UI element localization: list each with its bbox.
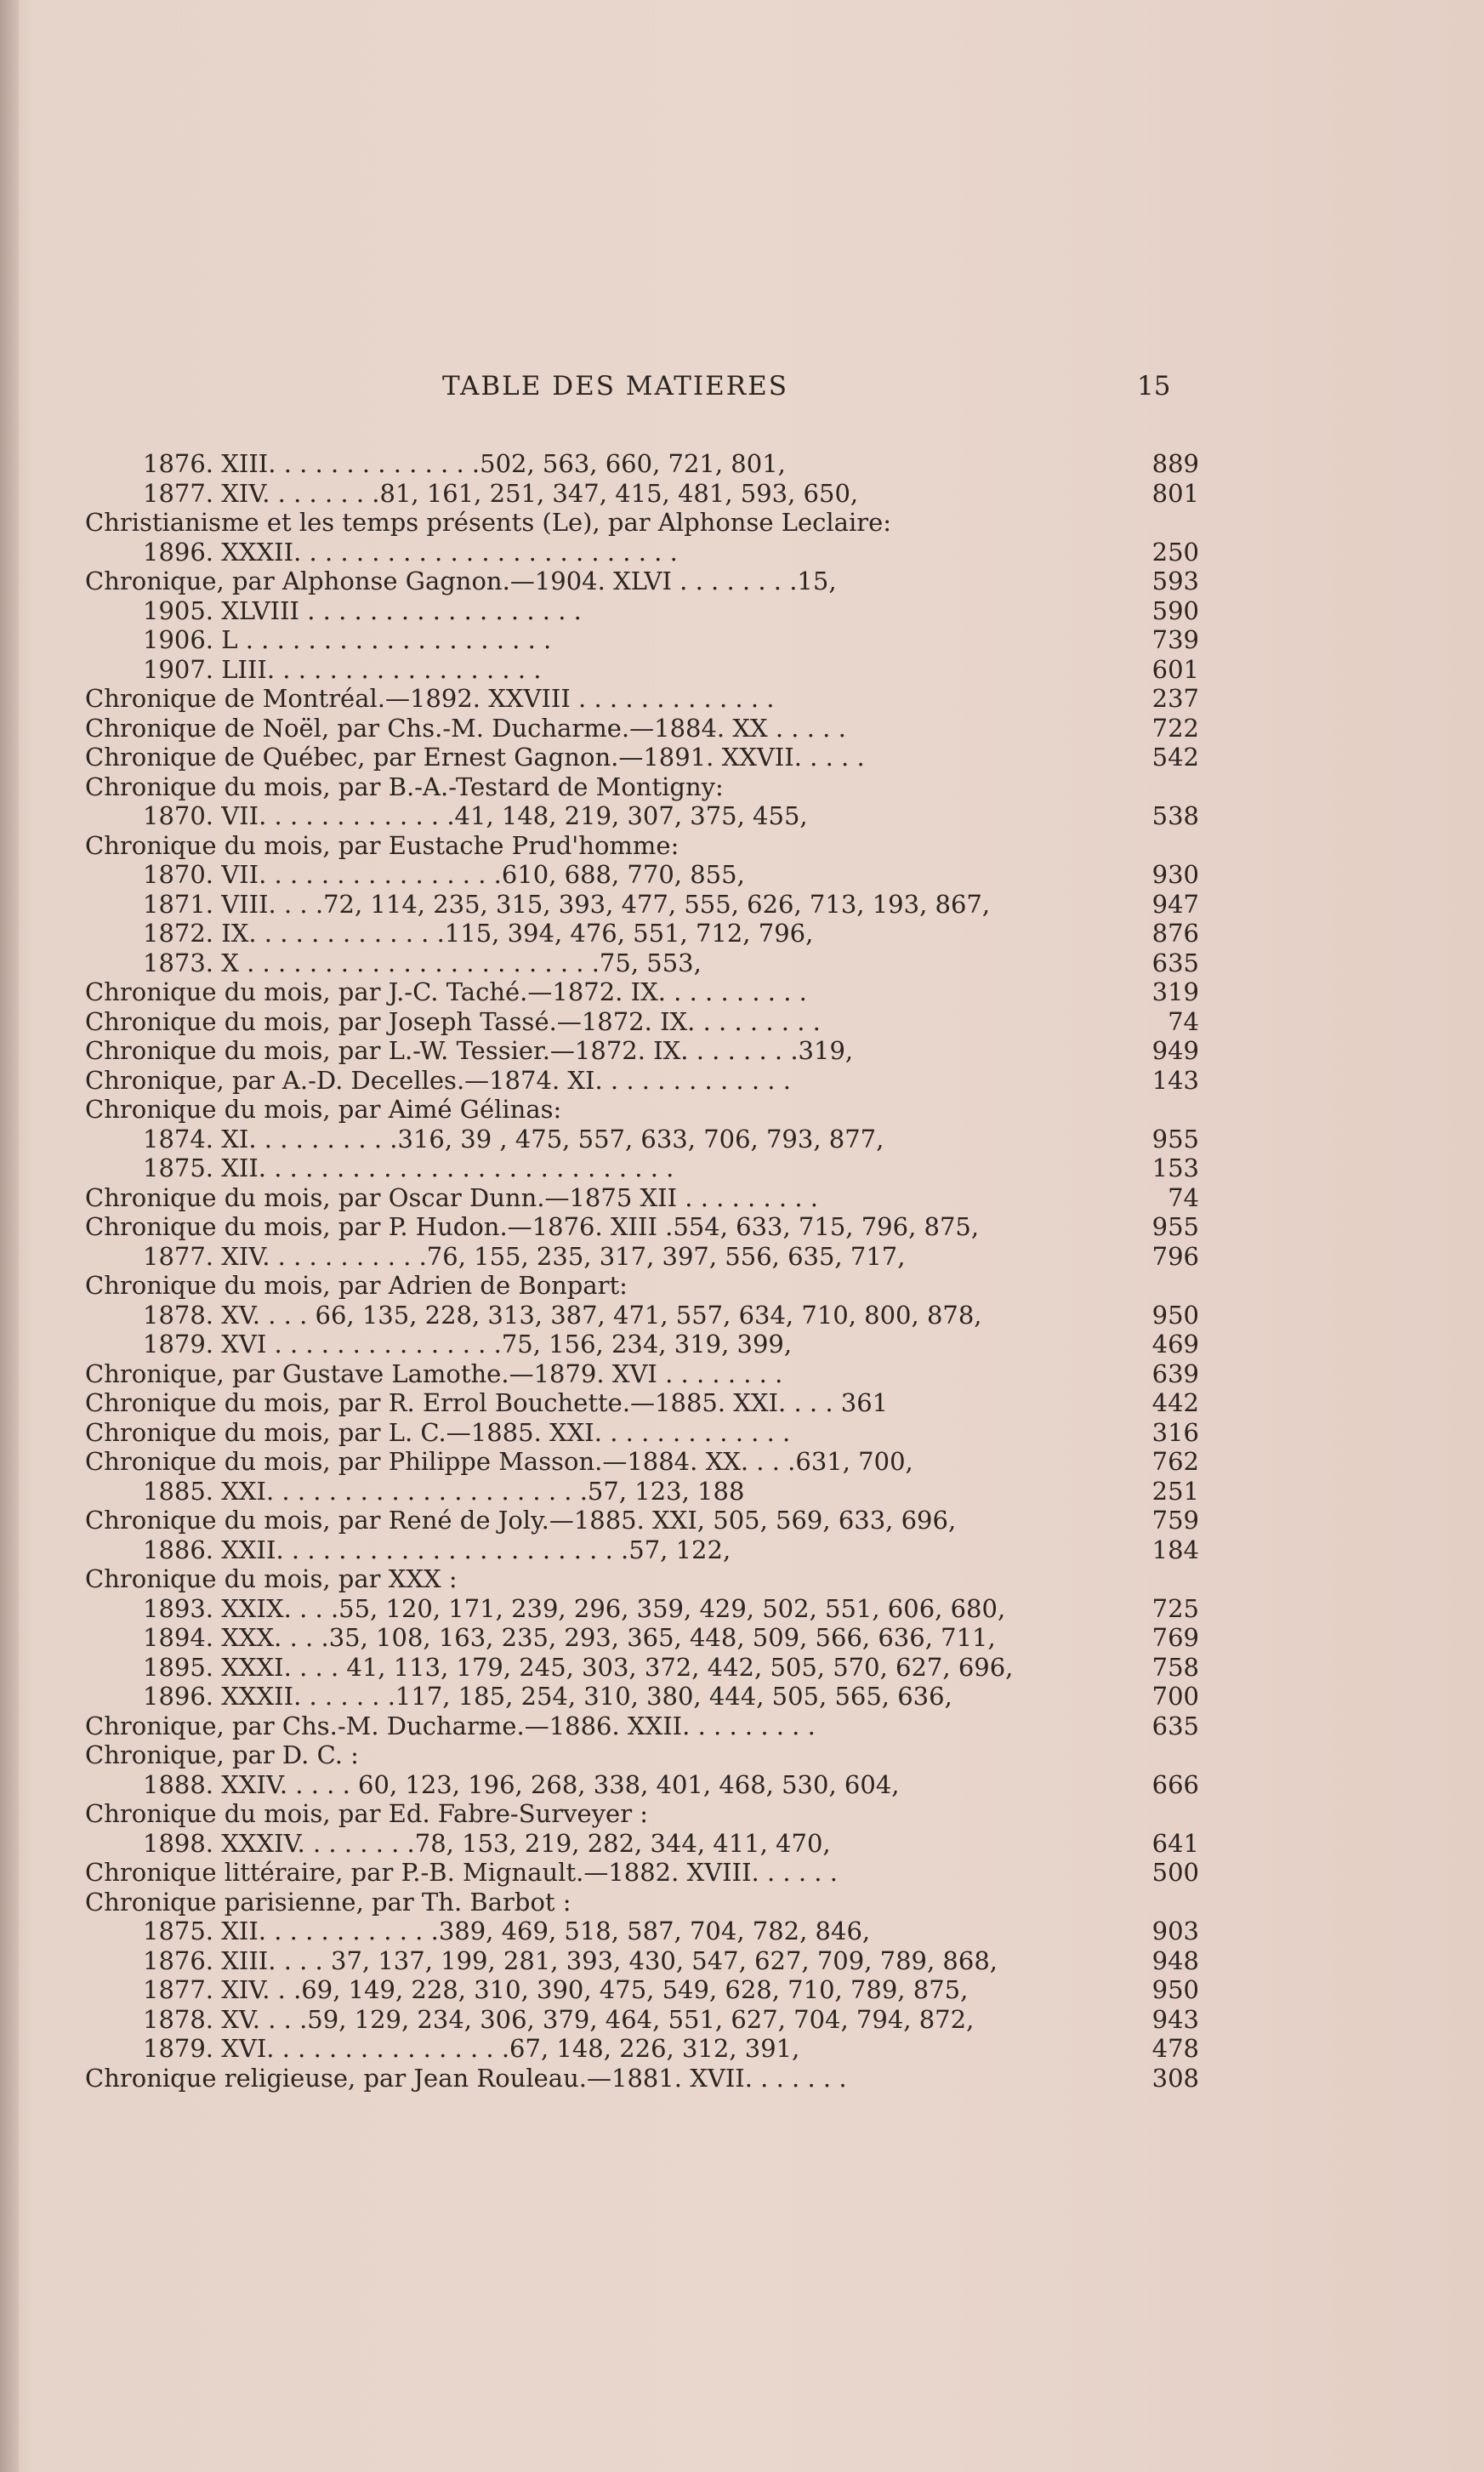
entry-page-ref: 955 bbox=[1151, 1124, 1199, 1153]
index-entry bbox=[85, 567, 1208, 596]
index-sub-entry bbox=[85, 948, 1208, 978]
entry-text: 1905. XLVIII . . . . . . . . . . . . . . . . . . bbox=[143, 595, 582, 625]
entry-page-ref: 949 bbox=[1151, 1036, 1199, 1065]
index-sub-entry bbox=[85, 1946, 1208, 1976]
index-entry bbox=[85, 1799, 1208, 1829]
page-spine-shadow bbox=[0, 0, 19, 2472]
index-entry bbox=[85, 1712, 1208, 1741]
entry-page-ref: 725 bbox=[1151, 1593, 1199, 1623]
entry-text: Chronique de Montréal.—1892. XXVIII . . . . . . . . . . . . . bbox=[85, 684, 775, 713]
index-sub-entry bbox=[85, 479, 1208, 509]
entry-text: 1888. XXIV. . . . . 60, 123, 196, 268, 338, 401, 468, 530, 604, bbox=[143, 1769, 900, 1799]
entry-text: 1885. XXI. . . . . . . . . . . . . . . . . . . . .57, 123, 188 bbox=[143, 1476, 745, 1506]
entry-text: 1874. XI. . . . . . . . . .316, 39 , 475, 557, 633, 706, 793, 877, bbox=[143, 1124, 884, 1153]
index-entry bbox=[85, 684, 1208, 714]
entry-text: 1872. IX. . . . . . . . . . . . .115, 394, 476, 551, 712, 796, bbox=[143, 919, 814, 948]
entry-text: Chronique du mois, par Ed. Fabre-Surveyer : bbox=[85, 1799, 649, 1828]
entry-page-ref: 739 bbox=[1151, 625, 1199, 654]
index-sub-entry bbox=[85, 1301, 1208, 1330]
index-entry bbox=[85, 1212, 1208, 1242]
entry-text: Chronique du mois, par L. C.—1885. XXI. . . . . . . . . . . . . bbox=[85, 1417, 791, 1447]
entry-text: 1894. XXX. . . .35, 108, 163, 235, 293, 365, 448, 509, 566, 636, 711, bbox=[143, 1623, 996, 1652]
entry-page-ref: 955 bbox=[1151, 1212, 1199, 1241]
entry-page-ref: 593 bbox=[1151, 567, 1199, 595]
entry-text: 1875. XII. . . . . . . . . . . . . . . . . . . . . . . . . . . bbox=[143, 1153, 674, 1182]
entry-text: 1870. VII. . . . . . . . . . . . . . . .610, 688, 770, 855, bbox=[143, 860, 745, 889]
entry-page-ref: 319 bbox=[1151, 977, 1199, 1006]
entry-text: Chronique littéraire, par P.-B. Mignault.—1882. XVIII. . . . . . bbox=[85, 1858, 838, 1887]
entry-text: Chronique du mois, par L.-W. Tessier.—1872. IX. . . . . . . .319, bbox=[85, 1036, 854, 1065]
index-entry bbox=[85, 1066, 1208, 1096]
entry-text: 1878. XV. . . . 66, 135, 228, 313, 387, 471, 557, 634, 710, 800, 878, bbox=[143, 1300, 982, 1330]
entry-page-ref: 143 bbox=[1151, 1065, 1199, 1095]
entry-page-ref: 251 bbox=[1151, 1476, 1199, 1506]
entry-text: 1886. XXII. . . . . . . . . . . . . . . . . . . . . . .57, 122, bbox=[143, 1535, 731, 1564]
index-sub-entry bbox=[85, 1829, 1208, 1859]
entry-text: 1875. XII. . . . . . . . . . . .389, 469, 518, 587, 704, 782, 846, bbox=[143, 1917, 871, 1945]
entry-text: 1873. X . . . . . . . . . . . . . . . . . . . . . . .75, 553, bbox=[143, 948, 702, 977]
entry-page-ref: 769 bbox=[1151, 1623, 1199, 1652]
entry-page-ref: 500 bbox=[1151, 1858, 1199, 1887]
entry-text: 1877. XIV. . .69, 149, 228, 310, 390, 475, 549, 628, 710, 789, 875, bbox=[143, 1975, 969, 2004]
index-entry bbox=[85, 1007, 1208, 1037]
index-entry bbox=[85, 1564, 1208, 1594]
entry-page-ref: 759 bbox=[1151, 1506, 1199, 1535]
index-entry bbox=[85, 1271, 1208, 1301]
entry-text: Chronique, par D. C. : bbox=[85, 1740, 359, 1769]
index-sub-entry bbox=[85, 1477, 1208, 1507]
index-sub-entry bbox=[85, 449, 1208, 479]
index-sub-entry bbox=[85, 1535, 1208, 1565]
entry-text: Chronique du mois, par B.-A.-Testard de Montigny: bbox=[85, 772, 724, 801]
index-entry bbox=[85, 1740, 1208, 1770]
entry-page-ref: 478 bbox=[1151, 2034, 1199, 2063]
index-sub-entry bbox=[85, 1125, 1208, 1154]
index-entry bbox=[85, 743, 1208, 772]
entry-text: 1879. XVI. . . . . . . . . . . . . . . .67, 148, 226, 312, 391, bbox=[143, 2034, 800, 2063]
entry-page-ref: 74 bbox=[1168, 1006, 1199, 1036]
entry-page-ref: 442 bbox=[1151, 1388, 1199, 1417]
running-header bbox=[85, 371, 1191, 413]
index-sub-entry bbox=[85, 625, 1208, 655]
entry-text: 1898. XXXIV. . . . . . . .78, 153, 219, 282, 344, 411, 470, bbox=[143, 1828, 831, 1858]
entry-page-ref: 316 bbox=[1151, 1417, 1199, 1447]
entry-text: 1906. L . . . . . . . . . . . . . . . . . . . . bbox=[143, 625, 552, 654]
entry-text: 1907. LIII. . . . . . . . . . . . . . . . . . bbox=[143, 654, 542, 684]
index-entry bbox=[85, 1359, 1208, 1389]
index-sub-entry bbox=[85, 1682, 1208, 1712]
index-sub-entry bbox=[85, 538, 1208, 567]
index-entry bbox=[85, 1858, 1208, 1888]
entry-page-ref: 666 bbox=[1151, 1769, 1199, 1799]
entry-page-ref: 762 bbox=[1151, 1447, 1199, 1476]
entry-text: Chronique du mois, par René de Joly.—1885. XXI, 505, 569, 633, 696, bbox=[85, 1506, 957, 1535]
entry-page-ref: 700 bbox=[1151, 1682, 1199, 1711]
entry-text: Chronique du mois, par Adrien de Bonpart: bbox=[85, 1271, 628, 1300]
entry-page-ref: 308 bbox=[1151, 2063, 1199, 2093]
index-sub-entry bbox=[85, 1917, 1208, 1946]
index-entry bbox=[85, 508, 1208, 538]
index-sub-entry bbox=[85, 2034, 1208, 2064]
entry-page-ref: 74 bbox=[1168, 1182, 1199, 1212]
entry-page-ref: 639 bbox=[1151, 1358, 1199, 1388]
index-entry bbox=[85, 1506, 1208, 1535]
index-entry bbox=[85, 714, 1208, 743]
entry-text: Chronique du mois, par Aimé Gélinas: bbox=[85, 1095, 562, 1124]
entry-text: Chronique, par Gustave Lamothe.—1879. XVI . . . . . . . . bbox=[85, 1358, 783, 1388]
index-entry bbox=[85, 2064, 1208, 2093]
entry-page-ref: 590 bbox=[1151, 595, 1199, 625]
entry-page-ref: 930 bbox=[1151, 860, 1199, 889]
entry-text: 1879. XVI . . . . . . . . . . . . . . .75, 156, 234, 319, 399, bbox=[143, 1330, 793, 1358]
index-sub-entry bbox=[85, 919, 1208, 948]
entry-text: Chronique du mois, par Philippe Masson.—1884. XX. . . .631, 700, bbox=[85, 1447, 913, 1476]
index-sub-entry bbox=[85, 1975, 1208, 2005]
index-sub-entry bbox=[85, 1330, 1208, 1359]
entry-text: Chronique parisienne, par Th. Barbot : bbox=[85, 1887, 571, 1917]
entry-page-ref: 184 bbox=[1151, 1535, 1199, 1564]
index-sub-entry bbox=[85, 1653, 1208, 1683]
entry-page-ref: 542 bbox=[1151, 743, 1199, 772]
entry-page-ref: 469 bbox=[1151, 1330, 1199, 1358]
index-entry bbox=[85, 1183, 1208, 1213]
entry-text: 1870. VII. . . . . . . . . . . . .41, 148, 219, 307, 375, 455, bbox=[143, 801, 808, 830]
entry-text: 1877. XIV. . . . . . . .81, 161, 251, 347, 415, 481, 593, 650, bbox=[143, 478, 859, 508]
index-entry bbox=[85, 1095, 1208, 1125]
entry-page-ref: 601 bbox=[1151, 654, 1199, 684]
entry-page-ref: 943 bbox=[1151, 2004, 1199, 2034]
entry-text: Chronique du mois, par R. Errol Bouchette.—1885. XXI. . . . 361 bbox=[85, 1388, 889, 1417]
entry-page-ref: 758 bbox=[1151, 1652, 1199, 1682]
index-sub-entry bbox=[85, 890, 1208, 920]
index-sub-entry bbox=[85, 655, 1208, 685]
index-sub-entry bbox=[85, 596, 1208, 626]
index-entry bbox=[85, 1388, 1208, 1418]
entry-text: 1893. XXIX. . . .55, 120, 171, 239, 296, 359, 429, 502, 551, 606, 680, bbox=[143, 1593, 1006, 1623]
index-entry bbox=[85, 1036, 1208, 1066]
entry-text: Chronique de Québec, par Ernest Gagnon.—1891. XXVII. . . . . bbox=[85, 743, 865, 772]
entry-text: 1896. XXXII. . . . . . .117, 185, 254, 310, 380, 444, 505, 565, 636, bbox=[143, 1682, 952, 1711]
entry-text: 1877. XIV. . . . . . . . . . .76, 155, 235, 317, 397, 556, 635, 717, bbox=[143, 1241, 906, 1271]
index-sub-entry bbox=[85, 1153, 1208, 1183]
entry-page-ref: 947 bbox=[1151, 889, 1199, 919]
entry-text: Chronique, par A.-D. Decelles.—1874. XI. . . . . . . . . . . . . bbox=[85, 1065, 791, 1095]
index-sub-entry bbox=[85, 2005, 1208, 2035]
index-entry bbox=[85, 1418, 1208, 1448]
entry-text: Christianisme et les temps présents (Le), par Alphonse Leclaire: bbox=[85, 508, 892, 537]
page-number: 15 bbox=[1137, 371, 1171, 402]
entry-page-ref: 538 bbox=[1151, 801, 1199, 830]
entry-text: 1876. XIII. . . . 37, 137, 199, 281, 393, 430, 547, 627, 709, 789, 868, bbox=[143, 1945, 998, 1975]
entry-text: Chronique du mois, par Joseph Tassé.—1872. IX. . . . . . . . . bbox=[85, 1006, 821, 1036]
entry-text: 1896. XXXII. . . . . . . . . . . . . . . . . . . . . . . . . bbox=[143, 537, 678, 567]
entry-text: Chronique du mois, par P. Hudon.—1876. XIII .554, 633, 715, 796, 875, bbox=[85, 1212, 980, 1241]
entry-page-ref: 903 bbox=[1151, 1917, 1199, 1945]
entry-text: Chronique religieuse, par Jean Rouleau.—1881. XVII. . . . . . . bbox=[85, 2063, 847, 2093]
entry-page-ref: 635 bbox=[1151, 1711, 1199, 1740]
entry-page-ref: 889 bbox=[1151, 449, 1199, 478]
entry-page-ref: 641 bbox=[1151, 1828, 1199, 1858]
index-entry bbox=[85, 1888, 1208, 1917]
index-sub-entry bbox=[85, 1242, 1208, 1272]
index-entry bbox=[85, 772, 1208, 802]
entry-text: Chronique du mois, par XXX : bbox=[85, 1564, 458, 1593]
entry-text: 1895. XXXI. . . . 41, 113, 179, 245, 303, 372, 442, 505, 570, 627, 696, bbox=[143, 1652, 1014, 1682]
entry-page-ref: 950 bbox=[1151, 1300, 1199, 1330]
entry-page-ref: 722 bbox=[1151, 713, 1199, 743]
index-entries bbox=[85, 449, 1208, 2093]
entry-text: Chronique du mois, par Oscar Dunn.—1875 XII . . . . . . . . . bbox=[85, 1182, 818, 1212]
entry-text: Chronique, par Alphonse Gagnon.—1904. XLVI . . . . . . . .15, bbox=[85, 567, 837, 595]
entry-text: Chronique du mois, par J.-C. Taché.—1872. IX. . . . . . . . . . bbox=[85, 977, 807, 1006]
entry-text: 1876. XIII. . . . . . . . . . . . . .502, 563, 660, 721, 801, bbox=[143, 449, 786, 478]
index-sub-entry bbox=[85, 1770, 1208, 1800]
entry-text: Chronique, par Chs.-M. Ducharme.—1886. XXII. . . . . . . . . bbox=[85, 1711, 816, 1740]
index-sub-entry bbox=[85, 1594, 1208, 1624]
page-title: TABLE DES MATIERES bbox=[442, 371, 788, 402]
index-entry bbox=[85, 831, 1208, 861]
entry-text: 1878. XV. . . .59, 129, 234, 306, 379, 464, 551, 627, 704, 794, 872, bbox=[143, 2004, 975, 2034]
index-sub-entry bbox=[85, 801, 1208, 831]
index-sub-entry bbox=[85, 860, 1208, 890]
entry-text: 1871. VIII. . . .72, 114, 235, 315, 393, 477, 555, 626, 713, 193, 867, bbox=[143, 889, 991, 919]
entry-page-ref: 237 bbox=[1151, 684, 1199, 713]
entry-page-ref: 948 bbox=[1151, 1945, 1199, 1975]
index-entry bbox=[85, 1447, 1208, 1477]
index-entry bbox=[85, 977, 1208, 1007]
entry-page-ref: 250 bbox=[1151, 537, 1199, 567]
entry-page-ref: 876 bbox=[1151, 919, 1199, 948]
entry-text: Chronique du mois, par Eustache Prud'homme: bbox=[85, 830, 679, 860]
entry-page-ref: 950 bbox=[1151, 1975, 1199, 2004]
entry-page-ref: 796 bbox=[1151, 1241, 1199, 1271]
entry-page-ref: 801 bbox=[1151, 478, 1199, 508]
entry-page-ref: 635 bbox=[1151, 948, 1199, 977]
entry-page-ref: 153 bbox=[1151, 1153, 1199, 1182]
entry-text: Chronique de Noël, par Chs.-M. Ducharme.—1884. XX . . . . . bbox=[85, 713, 846, 743]
index-sub-entry bbox=[85, 1623, 1208, 1653]
